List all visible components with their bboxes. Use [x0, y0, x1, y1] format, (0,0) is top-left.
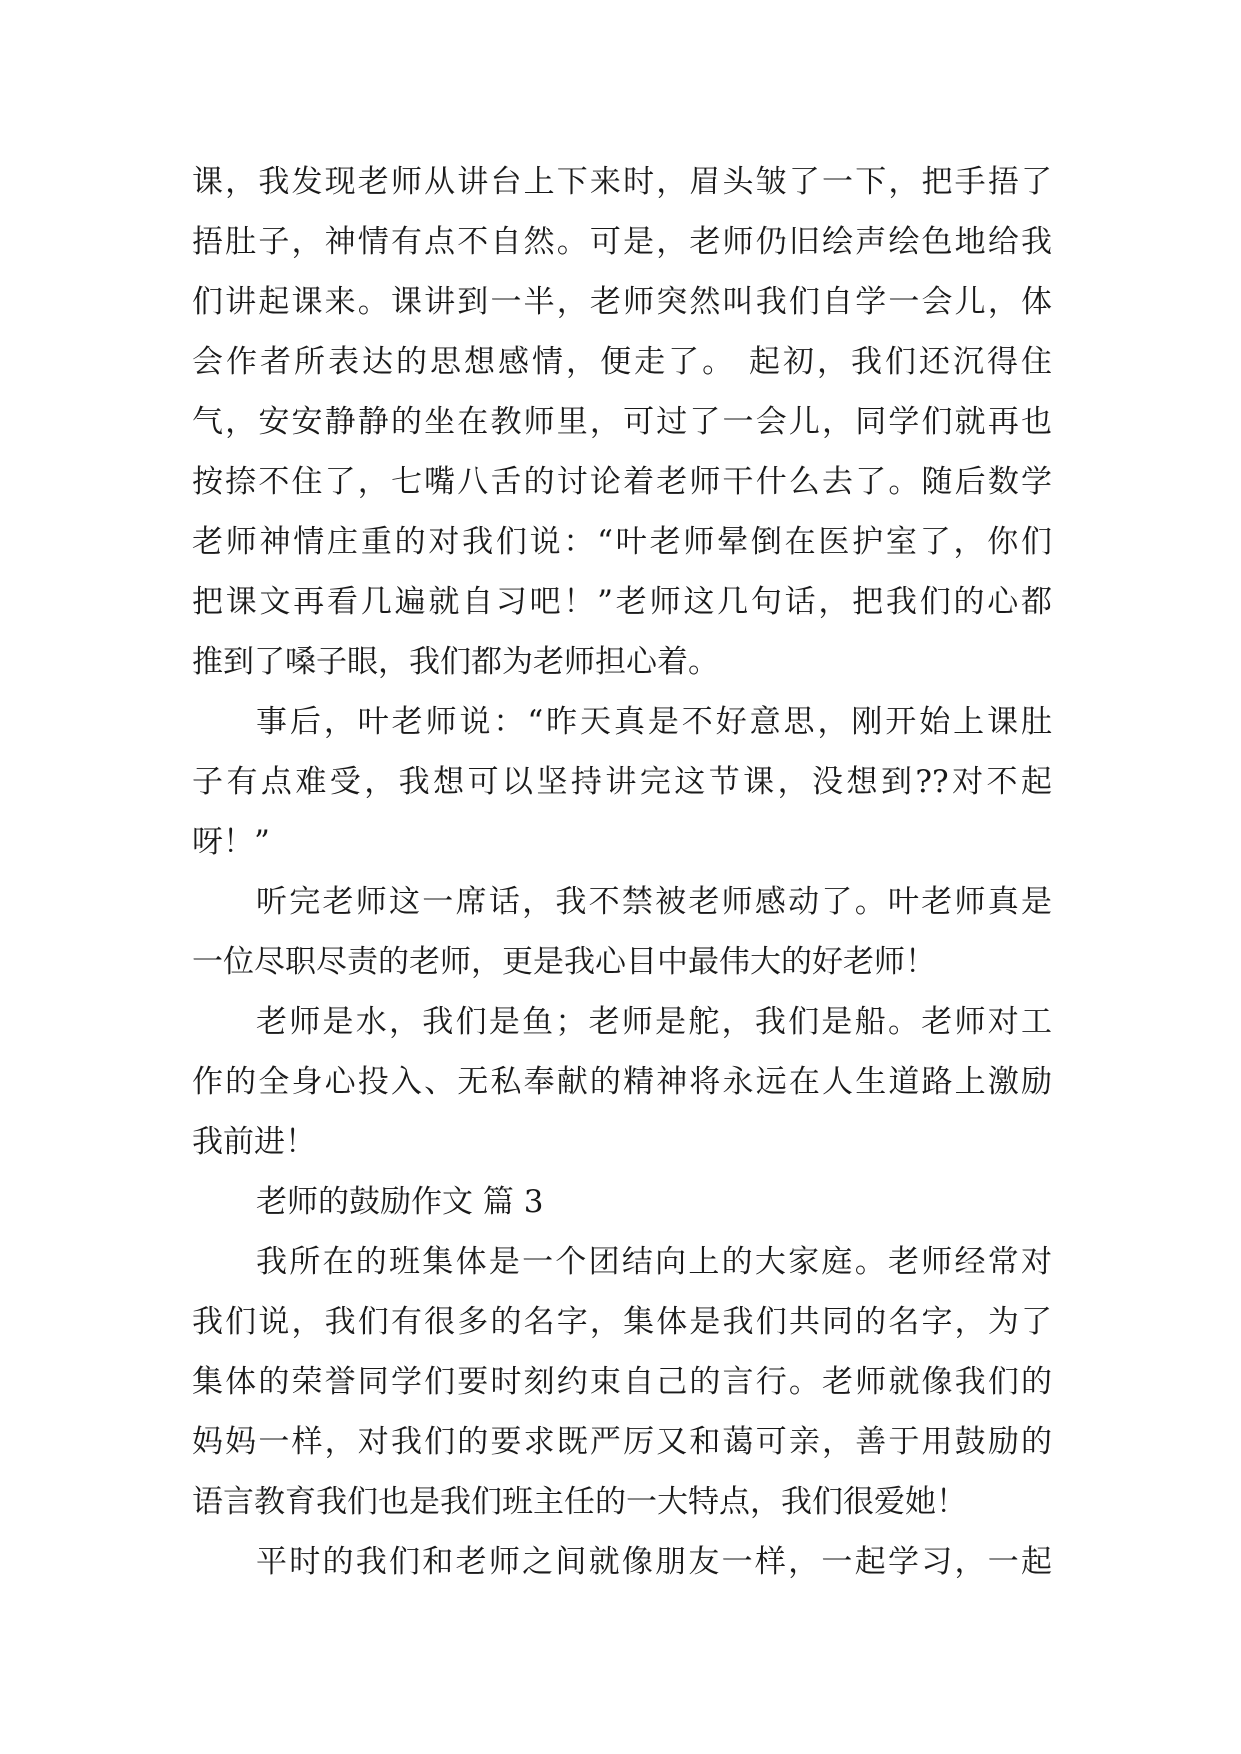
text-line: 把课文再看几遍就自习吧！”老师这几句话，把我们的心都	[192, 584, 1052, 620]
text-line: 子有点难受，我想可以坚持讲完这节课，没想到??对不起	[192, 764, 1052, 800]
text-line: 按捺不住了，七嘴八舌的讨论着老师干什么去了。随后数学	[192, 464, 1052, 500]
text-line: 语言教育我们也是我们班主任的一大特点，我们很爱她！	[192, 1484, 967, 1520]
text-line: 老师神情庄重的对我们说：“叶老师晕倒在医护室了，你们	[192, 524, 1052, 560]
text-line: 会作者所表达的思想感情，便走了。 起初，我们还沉得住	[192, 344, 1052, 380]
text-line: 们讲起课来。课讲到一半，老师突然叫我们自学一会儿，体	[192, 284, 1052, 320]
text-line: 推到了嗓子眼，我们都为老师担心着。	[192, 644, 719, 680]
text-line: 我们说，我们有很多的名字，集体是我们共同的名字，为了	[192, 1304, 1052, 1340]
text-line: 老师是水，我们是鱼；老师是舵，我们是船。老师对工	[256, 1004, 1052, 1040]
text-line: 捂肚子，神情有点不自然。可是，老师仍旧绘声绘色地给我	[192, 224, 1052, 260]
text-line: 妈妈一样，对我们的要求既严厉又和蔼可亲，善于用鼓励的	[192, 1424, 1052, 1460]
text-line: 平时的我们和老师之间就像朋友一样，一起学习，一起	[256, 1544, 1052, 1580]
text-line: 气，安安静静的坐在教师里，可过了一会儿，同学们就再也	[192, 404, 1052, 440]
text-line: 我前进！	[192, 1124, 316, 1160]
text-line: 听完老师这一席话，我不禁被老师感动了。叶老师真是	[256, 884, 1052, 920]
text-line: 一位尽职尽责的老师，更是我心目中最伟大的好老师！	[192, 944, 936, 980]
text-line: 集体的荣誉同学们要时刻约束自己的言行。老师就像我们的	[192, 1364, 1052, 1400]
text-line: 作的全身心投入、无私奉献的精神将永远在人生道路上激励	[192, 1064, 1052, 1100]
text-line: 事后，叶老师说：“昨天真是不好意思，刚开始上课肚	[256, 704, 1052, 740]
text-line: 呀！”	[192, 824, 270, 860]
essay-body	[192, 152, 1052, 1592]
text-line: 我所在的班集体是一个团结向上的大家庭。老师经常对	[256, 1244, 1052, 1280]
section-heading: 老师的鼓励作文 篇 3	[256, 1184, 544, 1220]
text-line: 课，我发现老师从讲台上下来时，眉头皱了一下，把手捂了	[192, 164, 1052, 200]
